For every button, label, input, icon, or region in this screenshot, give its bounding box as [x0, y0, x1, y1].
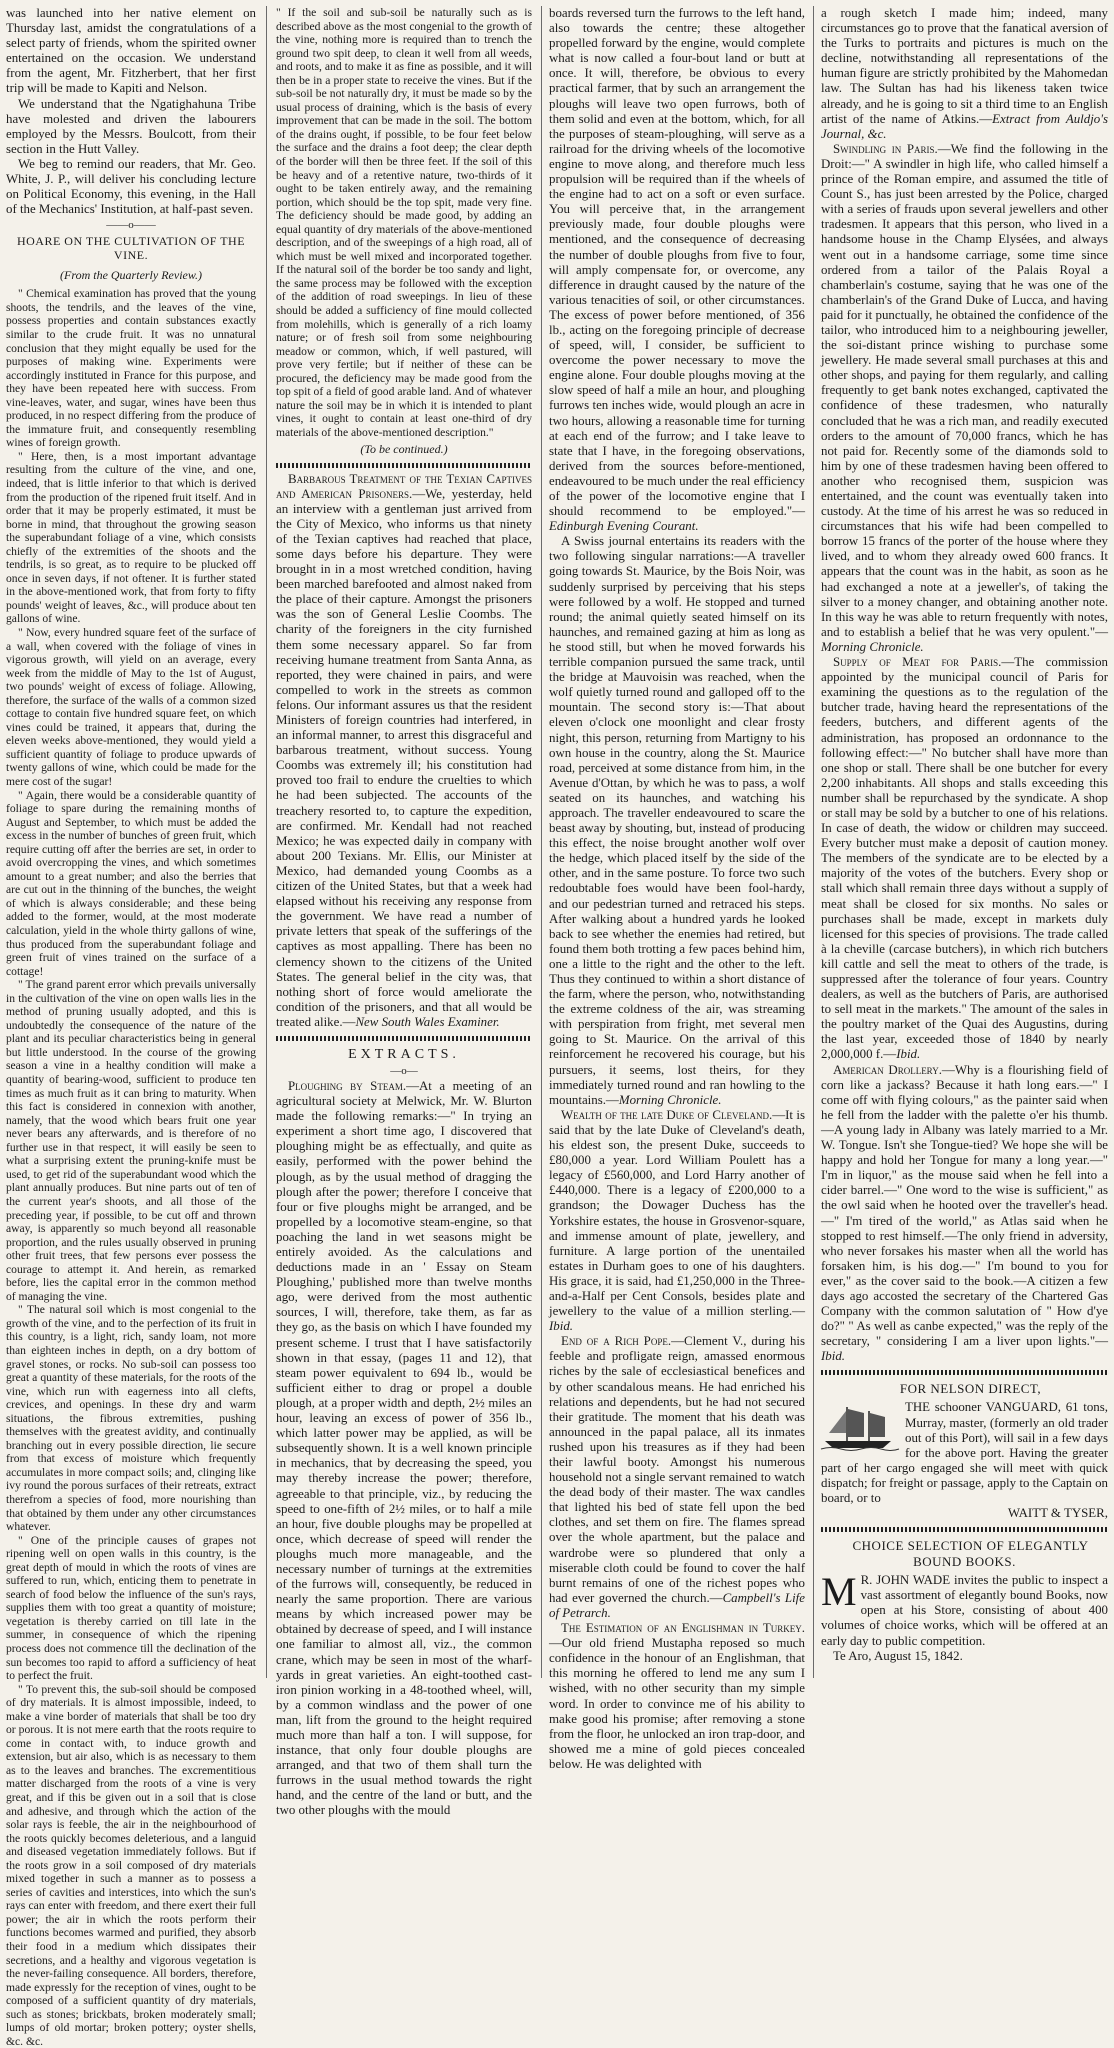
turkey-body: —Our old friend Mustapha reposed so much confidence in the honour of an Englishman, that this morning he offered to lend me any sum I wished, with no other security than my simple word. In order to convince me of his ability to make good his promise; after removing a stone from the floor, he unlocked an iron trap-door, and showed me a mine of gold pieces concealed below. He was delighted with: [549, 1636, 805, 1771]
texan-source: New South Wales Examiner.: [355, 1014, 500, 1029]
hoare-title: HOARE ON THE CULTIVATION OF THE VINE.: [16, 234, 246, 263]
swindle-heading: Swindling in Paris.: [833, 141, 938, 156]
advert-nelson: [821, 1381, 1108, 1521]
advert-nelson-signature: WAITT & TYSER,: [1007, 1506, 1108, 1521]
pope-body: —Clement V., during his feeble and profligate reign, amassed enormous riches by the sale of ecclesiastical benefices and by other scandalous means. He had enriched his relations and dependents, but he had not secured their gratitude. The moment that his death was announced in the papal palace, all its inmates rushed upon his treasures as if they had been their lawful booty. Amongst his numerous household not a single servant remained to watch the dead body of their master. The wax candles that lighted his bed of state fell upon the bed clothes, and set them on fire. The flames spread over the whole apartment, but the palace and wardrobe were so plundered that only a miserable cloth could be found to cover the half burnt remains of one of the richest popes who had ever governed the church.—: [549, 1334, 806, 1605]
steam-heading: Ploughing by Steam.: [288, 1078, 407, 1093]
turkey-continued: a rough sketch I made him; indeed, many circumstances go to prove that the fanatical aversion of the Turks to portraits and pictures is much on the decline, notwithstanding all representations of the human figure are strictly prohibited by the Mahomedan law. The Sultan has had his likeness taken twice already, and he is going to sit a third time to an English artist of the name of Atkins.—: [821, 6, 1108, 126]
column-rule: [266, 6, 267, 1678]
lecture-paragraph: We beg to remind our readers, that Mr. Geo. White, J. P., will deliver his concluding lecture on Political Economy, this evening, in the Hall of the Mechanics' Institution, at half-past seven.: [6, 156, 256, 217]
hoare-paragraph-2: " Here, then, is a most important advantage resulting from the culture of the vine, and one, indeed, that is little inferior to that which is derived from the production of the ripened fruit itself. And in order that it may be properly estimated, it must be borne in mind, that throughout the growing season the superabundant foliage of a vine, which consists chiefly of the extremities of the shoots and the tendrils, is so great, as to require to be plucked off once in seven days, if not oftener. It is further stated in the above-mentioned work, that from forty to fifty pounds' weight of leaves, &c., will produce about ten gallons of wine.: [6, 449, 256, 626]
hoare-source: (From the Quarterly Review.): [60, 268, 202, 283]
swindle-body: —We find the following in the Droit:—" A swindler in high life, who called himself a prince of the Roman empire, and assumed the title of Count S., has just been arrested by the Police, charged with a series of frauds upon several jewellers and other tradesmen. It appears that this person, who lived in a handsome house in the Champ Elysées, and always went out in a handsome carriage, some time since ordered from a tailor of the Palais Royal a chamberlain's costume, saying that he was one of the chamberlain's of the Grand Duke of Lucca, and having paid for it punctually, he obtained the confidence of the tailor, who introduced him to a neighbouring jeweller, the soi-distant prince wishing to purchase some jewellery. He made several small purchases at this and other shops, and paying for them regularly, and calling frequently to get bank notes exchanged, captivated the confidence of these tradesmen, who naturally concluded that he was a rich man, and readily executed orders to the amount of 70,000 francs, which he has not paid for. Recently some of the diamonds sold to him by one of these tradesmen having been offered to another who recognised them, suspicion was entertained, and the count was eventually taken into custody. At the time of his arrest he was so reduced in circumstances that his wife had been compelled to borrow 15 francs of the porter of the house where they lived, and to whom they already owed 600 francs. It appears that the count was in the habit, as soon as he had exchanged a note at a jeweller's, of taking the silver to a money changer, and obtaining another note. In this way he was able to return frequently with notes, and to establish a belief that he was very opulent."—: [821, 141, 1108, 639]
drollery-body: —Why is a flourishing field of corn like a jackass? Because it hath long ears.—" I come off with flying colours," as the painter said when he fell from the ladder with the palette o'er his thumb.—A young lady in Albany was lately married to a Mr. W. Tongue. Isn't she Tongue-tied? We hope she will be happy and hold her Tongue for many a long year.—" I'm in liquor," as the mouse said when he fell into a cider barrel.—" One word to the wise is sufficient," as the owl said when he hooted over the traveller's head.—" I'm tired of the world," as Atlas said when he stopped to rest himself.—The only friend in adversity, who never forsakes his master when all the world has forsaken him, is his dog.—" I'm bound to you for ever," as the cover said to the book.—A citizen a few days ago accosted the secretary of the Chartered Gas Company with the common salutation of " How d'ye do?" " As well as canbe expected," was the reply of the secretary, " considering I am a liver upon lights."—: [821, 1062, 1108, 1349]
column-1: [6, 6, 256, 2048]
advert-books-heading: CHOICE SELECTION OF ELEGANTLY BOUND BOOKS.: [852, 1538, 1089, 1570]
turkey-heading: The Estimation of an Englishman in Turkey.: [561, 1621, 805, 1636]
column-4: [821, 6, 1108, 1678]
steam-body: —At a meeting of an agricultural society at Melwick, Mr. W. Blurton made the following remarks:—" In trying an experiment a short time ago, I discovered that ploughing might be as effectually, and quite as easily, performed with the power behind the plough, as by the usual method of dragging the plough after the power; therefore I conceive that four or five ploughs might be arranged, and be propelled by a locomotive steam-engine, so that poaching the land in wet seasons might be entirely avoided. As the calculations and deductions made in an ' Essay on Steam Ploughing,' published more than twelve months ago, were derived from the most authentic sources, I will, therefore, take them, as far as they go, as the basis on which I have founded my present scheme. I trust that I have satisfactorily shown in that essay, (pages 11 and 12), that steam power equivalent to 694 lb., would be sufficient either to drag or propel a double plough, at a proper width and depth, 2½ miles an hour, leaving an excess of power of 356 lb., which latter power may be applied, as will be subsequently shown. It is a well known principle in mechanics, that by decreasing the speed, you may thereby increase the power; therefore, agreeable to that principle, viz., by reducing the speed to one-fifth of 2½ miles, or to half a mile an hour, five double ploughs may be propelled at once, which decrease of speed will render the ploughs much more manageable, and the necessary number of turnings at the extremities of the furrows will, consequently, be reduced in nearly the same proportion. There are various means by which increased power may be obtained by decrease of speed, and I will instance one familiar to almost all, viz., the common crane, which may be seen in most of the wharf-yards in great varieties. An eight-toothed cast-iron pinion working in a 48-toothed wheel, will, by a common windlass and the power of one man, lift from the ground to the height required much more than half a ton. I will suppose, for instance, that only four double ploughs are arranged, and that two of them shall turn the furrows in the usual method towards the right hand, and the centre of the land or butt, and the two other ploughs with the mould: [276, 1078, 532, 1818]
column-3: [549, 6, 806, 1771]
advert-books-body: R. JOHN WADE invites the public to inspect a vast assortment of elegantly bound Books, now open at his Store, consisting of about 400 volumes of choice works, which will be offered at an early day to public competition.: [821, 1573, 1108, 1648]
section-rule: [276, 1036, 532, 1041]
launch-paragraph: was launched into her native element on Thursday last, amidst the congratulations of a select party of friends, whom the spirited owner entertained on the occasion. We understand from the agent, Mr. Fitzherbert, that her first trip will be made to Kapiti and Nelson.: [6, 6, 256, 96]
advert-books-date: Te Aro, August 15, 1842.: [833, 1648, 963, 1663]
newspaper-page: [6, 6, 1108, 2048]
advert-books-dropcap: M: [821, 1569, 857, 1615]
drollery-source: Ibid.: [821, 1349, 845, 1364]
hoare-paragraph-7: " One of the principle causes of grapes not ripening well on open walls in this country, is the great depth of mould in which the roots of vines are suffered to run, which, enticing them to penetrate in search of food below the influence of the sun's rays, supplies them with too great a quantity of moisture; vegetation is thereby carried on till late in the summer, in consequence of which the ripening process does not commence till the declination of the sun becomes too rapid to afford a sufficiency of heat to perfect the fruit.: [6, 1533, 256, 1683]
meat-source: Ibid.: [896, 1047, 921, 1062]
hoare-paragraph-6: " The natural soil which is most congenial to the growth of the vine, and to the perfection of its fruit in this country, is a light, rich, sandy loam, not more than eighteen inches in depth, on a dry bottom of gravel stones, or rocks. No sub-soil can possess too great a quantity of these materials, for the roots of the vine, which run with eagerness into all clefts, crevices, and openings. In these dry and warm situations, the fibrous extremities, pushing themselves with the greatest avidity, and continually branching out in every possible direction, lie secure from that excess of moisture which frequently accumulates in more compact soils; and, clinging like ivy round the porous surfaces of their retreats, extract therefrom a species of food, more nourishing than that obtained by them under any other circumstances whatever.: [6, 1303, 256, 1534]
column-2: [276, 6, 532, 1818]
hoare-paragraph-4: " Again, there would be a considerable quantity of foliage to spare during the remaining months of August and September, to which must be added the excess in the number of bunches of green fruit, which require cutting off after the berries are set, in order to avoid overcropping the vines, and which sometimes amount to a great number; and also the berries that are cut out in the thinning of the bunches, the weight of which is always considerable; and these being added to the former, would, at the most moderate calculation, yield in the whole thirty gallons of wine, thus produced from the superabundant foliage and green fruit of vines trained on the surface of a cottage!: [6, 788, 256, 978]
separator: —o—: [390, 1064, 418, 1077]
section-rule: [821, 1527, 1108, 1532]
cleveland-body: —It is said that by the late Duke of Cleveland's death, his eldest son, the present Duke, succeeds to £80,000 a year. Lord William Poulett has a legacy of £560,000, and Lord Harry another of £440,000. There is a legacy of £200,000 to a grandson; the Dowager Duchess has the Yorkshire estates, the house in Grosvenor-square, and immense amount of plate, jewellery, and furniture. A large portion of the unentailed estates in Durham goes to one of his daughters. His grace, it is said, had £1,250,000 in the Three-and-a-Half per Cent Consols, besides plate and jewellery to the value of a million sterling.—: [549, 1107, 805, 1319]
column-rule: [813, 6, 814, 1678]
meat-body: —The commission appointed by the municipal council of Paris for examining the questions as to the regulation of the butcher trade, having heard the representations of the feeders, butchers, and different agents of the administration, has proposed an ordonnance to the following effect:—" No butcher shall have more than one shop or stall. There shall be one butcher for every 2,200 inhabitants. All shops and stalls exceeding this number shall be repurchased by the syndicate. A shop or stall may be sold by a butcher to one of his relations. In case of death, the widow or children may succeed. Every butcher must make a deposit of caution money. The members of the syndicate are to be elected by a majority of the votes of the butchers. Every shop or stall which shall remain three days without a supply of meat shall be closed for six months. No sales or purchases shall be made, except in markets duly licensed for this species of provisions. The trade called à la cheville (carcase butchers), in which rich butchers kill cattle and sell the meat to others of the trade, is suppressed after the tolerance of four years. Country dealers, as well as the butchers of Paris, are authorised to sell meat in the markets." The amount of the sales in the poultry market of the Quai des Augustins, during the last year, exceeded those of 1840 by nearly 2,000,000 f.—: [821, 655, 1108, 1062]
steam-continued: boards reversed turn the furrows to the left hand, also towards the centre; these altogether propelled forward by the engine, would complete what is now called a four-bout land or butt at once. It will, therefore, be obvious to every practical farmer, that by such an arrangement the ploughs will leave two open furrows, both of them solid and even at the bottom, which, for all the purposes of steam-ploughing, will serve as a railroad for the driving wheels of the locomotive engine to move along, and therefore much less propulsion will be required than if the wheels of the engine had to act on a soft or even surface. You will perceive that, in the arrangement previously made, four double ploughs were mentioned, and the consequence of decreasing the number of double ploughs from five to four, will amply compensate for, or overcome, any difference in draught caused by the nature of the various tenacities of soil, or other circumstances. The excess of power before mentioned, of 356 lb., acting on the foregoing principle of decrease of speed, will, I consider, be sufficient to overcome the power necessary to move the engine alone. Four double ploughs moving at the slow speed of half a mile an hour, and ploughing furrows ten inches wide, would plough an acre in two hours, allowing a reasonable time for turning at each end of the furrow; and I take leave to state that I have, in the foregoing observations, derived from the sources before-mentioned, endeavoured to be much under the real efficiency of the power of the locomotive engine that I should recommend to be employed."—: [549, 6, 805, 519]
texan-body: —We, yesterday, held an interview with a gentleman just arrived from the City of Mexico, who informs us that ninety of the Texian captives had reached that place, some days before his departure. They were brought in in a most wretched condition, having been marched barefooted and almost naked from the place of their capture. Amongst the prisoners was the son of General Leslie Coombs. The charity of the foreigners in the city furnished them some necessary apparel. So far from receiving humane treatment from Santa Anna, as reported, they were chained in pairs, and were compelled to work in the streets as common felons. Our informant assures us that the resident Ministers of foreign countries had interfered, in an informal manner, to arrest this disgraceful and barbarous treatment, without success. Young Coombs was extremely ill; his constitution had proved too frail to endure the cruelties to which he had been subjected. The accounts of the treachery resorted to, to capture the expedition, are confirmed. Mr. Kendall had not reached Mexico; he was expected daily in company with about 200 Texians. Mr. Ellis, our Minister at Mexico, had demanded young Coombs as a citizen of the United States, but that a week had elapsed without his receiving any response from the government. We have read a number of private letters that speak of the sufferings of the captives as most appalling. There has been no clemency shown to the citizens of the United States. The general belief in the city was, that nothing short of force would ameliorate the condition of the prisoners, and that all would be treated alike.—: [276, 486, 532, 1029]
texan-heading: Barbarous Treatment of the Texian Captives and American Prisoners.: [276, 471, 532, 501]
extracts-heading: EXTRACTS.: [348, 1046, 460, 1062]
hoare-paragraph-9: " If the soil and sub-soil be naturally such as is described above as the most congenial to the growth of the vine, nothing more is required than to trench the ground two spit deep, to clean it well from all weeds, and roots, and to make it as fine as possible, and it will then be in a proper state to receive the vines. But if the sub-soil be not naturally dry, it must be made so by the usual process of draining, which is the basis of every improvement that can be made in the soil. The bottom of the drains ought, if possible, to be four feet below the surface and the drains a foot deep; the clear depth of the border will then be three feet. If the soil of this be heavy and of a retentive nature, two-thirds of it ought to be taken entirely away, and the remaining portion, which should be the top spit, made very fine. The deficiency should be made good, by adding an equal quantity of dry materials of the above-mentioned description, and of the sweepings of a high road, all of which must be well mixed and incorporated together. If the natural soil of the border be too sandy and light, the same process may be followed with the exception of the addition of road sweepings. In lieu of these should be added a sufficiency of fine mould collected from molehills, which is generally of a rich loamy nature; or of fresh soil from some neighbouring meadow or common, which, if well pastured, will prove very fertile; but if neither of these can be procured, the deficiency may be made good from the top spit of a field of good arable land. And of whatever nature the soil may be in which it is intended to plant vines, it ought to contain at least one-third of dry materials of the above-mentioned description.": [276, 6, 532, 439]
cleveland-heading: Wealth of the late Duke of Cleveland.: [561, 1107, 773, 1122]
swindle-source: Morning Chronicle.: [821, 639, 924, 654]
turkey-source: Extract from Auldjo's Journal, &c.: [821, 111, 1108, 141]
advert-books: [821, 1538, 1108, 1664]
hoare-paragraph-3: " Now, every hundred square feet of the surface of a wall, when covered with the foliage of vines in vigorous growth, will yield on an average, every week from the middle of May to the 1st of August, two pounds' weight of excess of foliage. Allowing, therefore, the surface of the walls of a common sized cottage to contain five hundred square feet, on which vines could be trained, it appears that, during the eleven weeks above-mentioned, they would yield a sufficient quantity of foliage to produce upwards of twenty gallons of wine, which could be made for the mere cost of the sugar!: [6, 625, 256, 788]
drollery-heading: American Drollery.: [833, 1062, 942, 1077]
hoare-paragraph-1: " Chemical examination has proved that the young shoots, the tendrils, and the leaves of the vine, possess properties and contain substances exactly similar to the crude fruit. It was no unnatural conclusion that they might equally be used for the purposes of making wine. Experiments were accordingly instituted in France for this purpose, and they have been repeated here with success. From vine-leaves, water, and sugar, wines have been thus produced, in no respect differing from the produce of the immature fruit, and consequently resembling wines of foreign growth.: [6, 287, 256, 450]
advert-nelson-heading: FOR NELSON DIRECT,: [899, 1381, 1042, 1397]
hoare-paragraph-5: " The grand parent error which prevails universally in the cultivation of the vine on open walls lies in the method of pruning usually adopted, and this is undoubtedly the consequence of the nature of the plant and its peculiar characteristics being in general but little understood. In the course of the growing season a vine in a healthy condition will make a quantity of bearing-wood, sufficient to produce ten times as much fruit as it can bring to maturity. When this fact is considered in connexion with another, namely, that the wood which bears fruit one year never bears any afterwards, and is therefore of no further use in that respect, it will easily be seen to what a surprising extent the pruning-knife must be used, to get rid of the superabundant wood which the plant annually produces. But nine parts out of ten of the current year's shoots, and all those of the preceding year, if possible, to be cut off and thrown away, is apparently so much beyond all reasonable proportion, and the rules usually observed in pruning other fruit trees, that few persons ever possess the courage to attempt it. And herein, as remarked before, lies the capital error in the common method of managing the vine.: [6, 978, 256, 1303]
steam-source: Edinburgh Evening Courant.: [549, 519, 699, 534]
to-be-continued: (To be continued.): [360, 441, 448, 456]
column-rule: [541, 6, 542, 1678]
section-rule: [276, 463, 532, 468]
pope-source: Campbell's Life of Petrarch.: [549, 1590, 805, 1620]
ship-icon: [821, 1403, 899, 1451]
swiss-source: Morning Chronicle.: [618, 1092, 722, 1107]
section-rule: [821, 1370, 1108, 1375]
swiss-body: A Swiss journal entertains its readers with the two following singular narrations:—A traveller going towards St. Maurice, by the Bois Noir, was suddenly surprised by perceiving that his steps were followed by a wolf. He stopped and turned round; the animal quietly seated himself on its haunches, and remained gazing at him as long as he stood still, but when he moved forwards his terrible companion pursued the same track, until the bridge at Mauvoisin was reached, when the wolf quietly turned round and galloped off to the mountain. The second story is:—That about eleven o'clock one moonlight and clear frosty night, this person, returning from Martigny to his own house in the country, along the St. Maurice road, perceived at some distance from him, in the Avenue d'Ottan, by which he was to pass, a wolf seated on its haunches, and watching his approach. The traveller endeavoured to scare the beast away by shouting, but, instead of producing this effect, the noise brought another wolf over the hedge, which placed itself by the side of the other, and in the same posture. To force two such redoubtable foes would have been fool-hardy, and our pedestrian turned and retraced his steps. After walking about a hundred yards he looked back to see whether the enemies had retired, but found them both trotting a few paces behind him, one a little to the right and the other to the left. Thus they continued to within a short distance of the farm, where the person, who, notwithstanding the extreme coldness of the air, was streaming with perspiration from fright, met several men going to St. Maurice. On the arrival of this reinforcement he recovered his courage, but his pursuers, it seems, lost theirs, for they immediately turned round and ran howling to the mountains.—: [549, 534, 805, 1107]
meat-heading: Supply of Meat for Paris.: [833, 655, 1002, 670]
separator: ——o——: [106, 219, 156, 232]
tribe-paragraph: We understand that the Ngatighahuna Tribe have molested and driven the labourers employed by the Messrs. Boulcott, from their section in the Hutt Valley.: [6, 96, 256, 156]
advert-nelson-body: THE schooner VANGUARD, 61 tons, Murray, master, (formerly an old trader out of this Port), will sail in a few days for the above port. Having the greater part of her cargo engaged she will meet with quick dispatch; for freight or passage, apply to the Captain on board, or to: [821, 1400, 1108, 1505]
hoare-paragraph-8: " To prevent this, the sub-soil should be composed of dry materials. It is almost impossible, indeed, to make a vine border of materials that shall be too dry or porous. It is not mere earth that the roots require to come in contact with, to induce growth and extension, but air also, which is as necessary to them as to the leaves and branches. The excrementitious matter discharged from the roots of a vine is very great, and if this be given out in a soil that is close and adhesive, and through which the action of the solar rays is feeble, the air in the neighbourhood of the roots quickly becomes deleterious, and a languid and diseased vegetation immediately follows. But if the roots grow in a soil composed of dry materials mixed together in such a manner as to possess a series of cavities and interstices, into which the sun's rays can enter with freedom, and there exert their full power; the air in which the roots perform their functions becomes warmed and purified, they absorb their food in a medium which dissipates their secretions, and a healthy and vigorous vegetation is the never-failing consequence. All borders, therefore, made expressly for the reception of vines, ought to be composed of a sufficient quantity of dry materials, such as stones; brickbats, broken moderately small; lumps of old mortar; broken pottery; oyster shells, &c. &c.: [6, 1682, 256, 2048]
cleveland-source: Ibid.: [549, 1319, 573, 1334]
pope-heading: End of a Rich Pope.: [561, 1334, 672, 1349]
